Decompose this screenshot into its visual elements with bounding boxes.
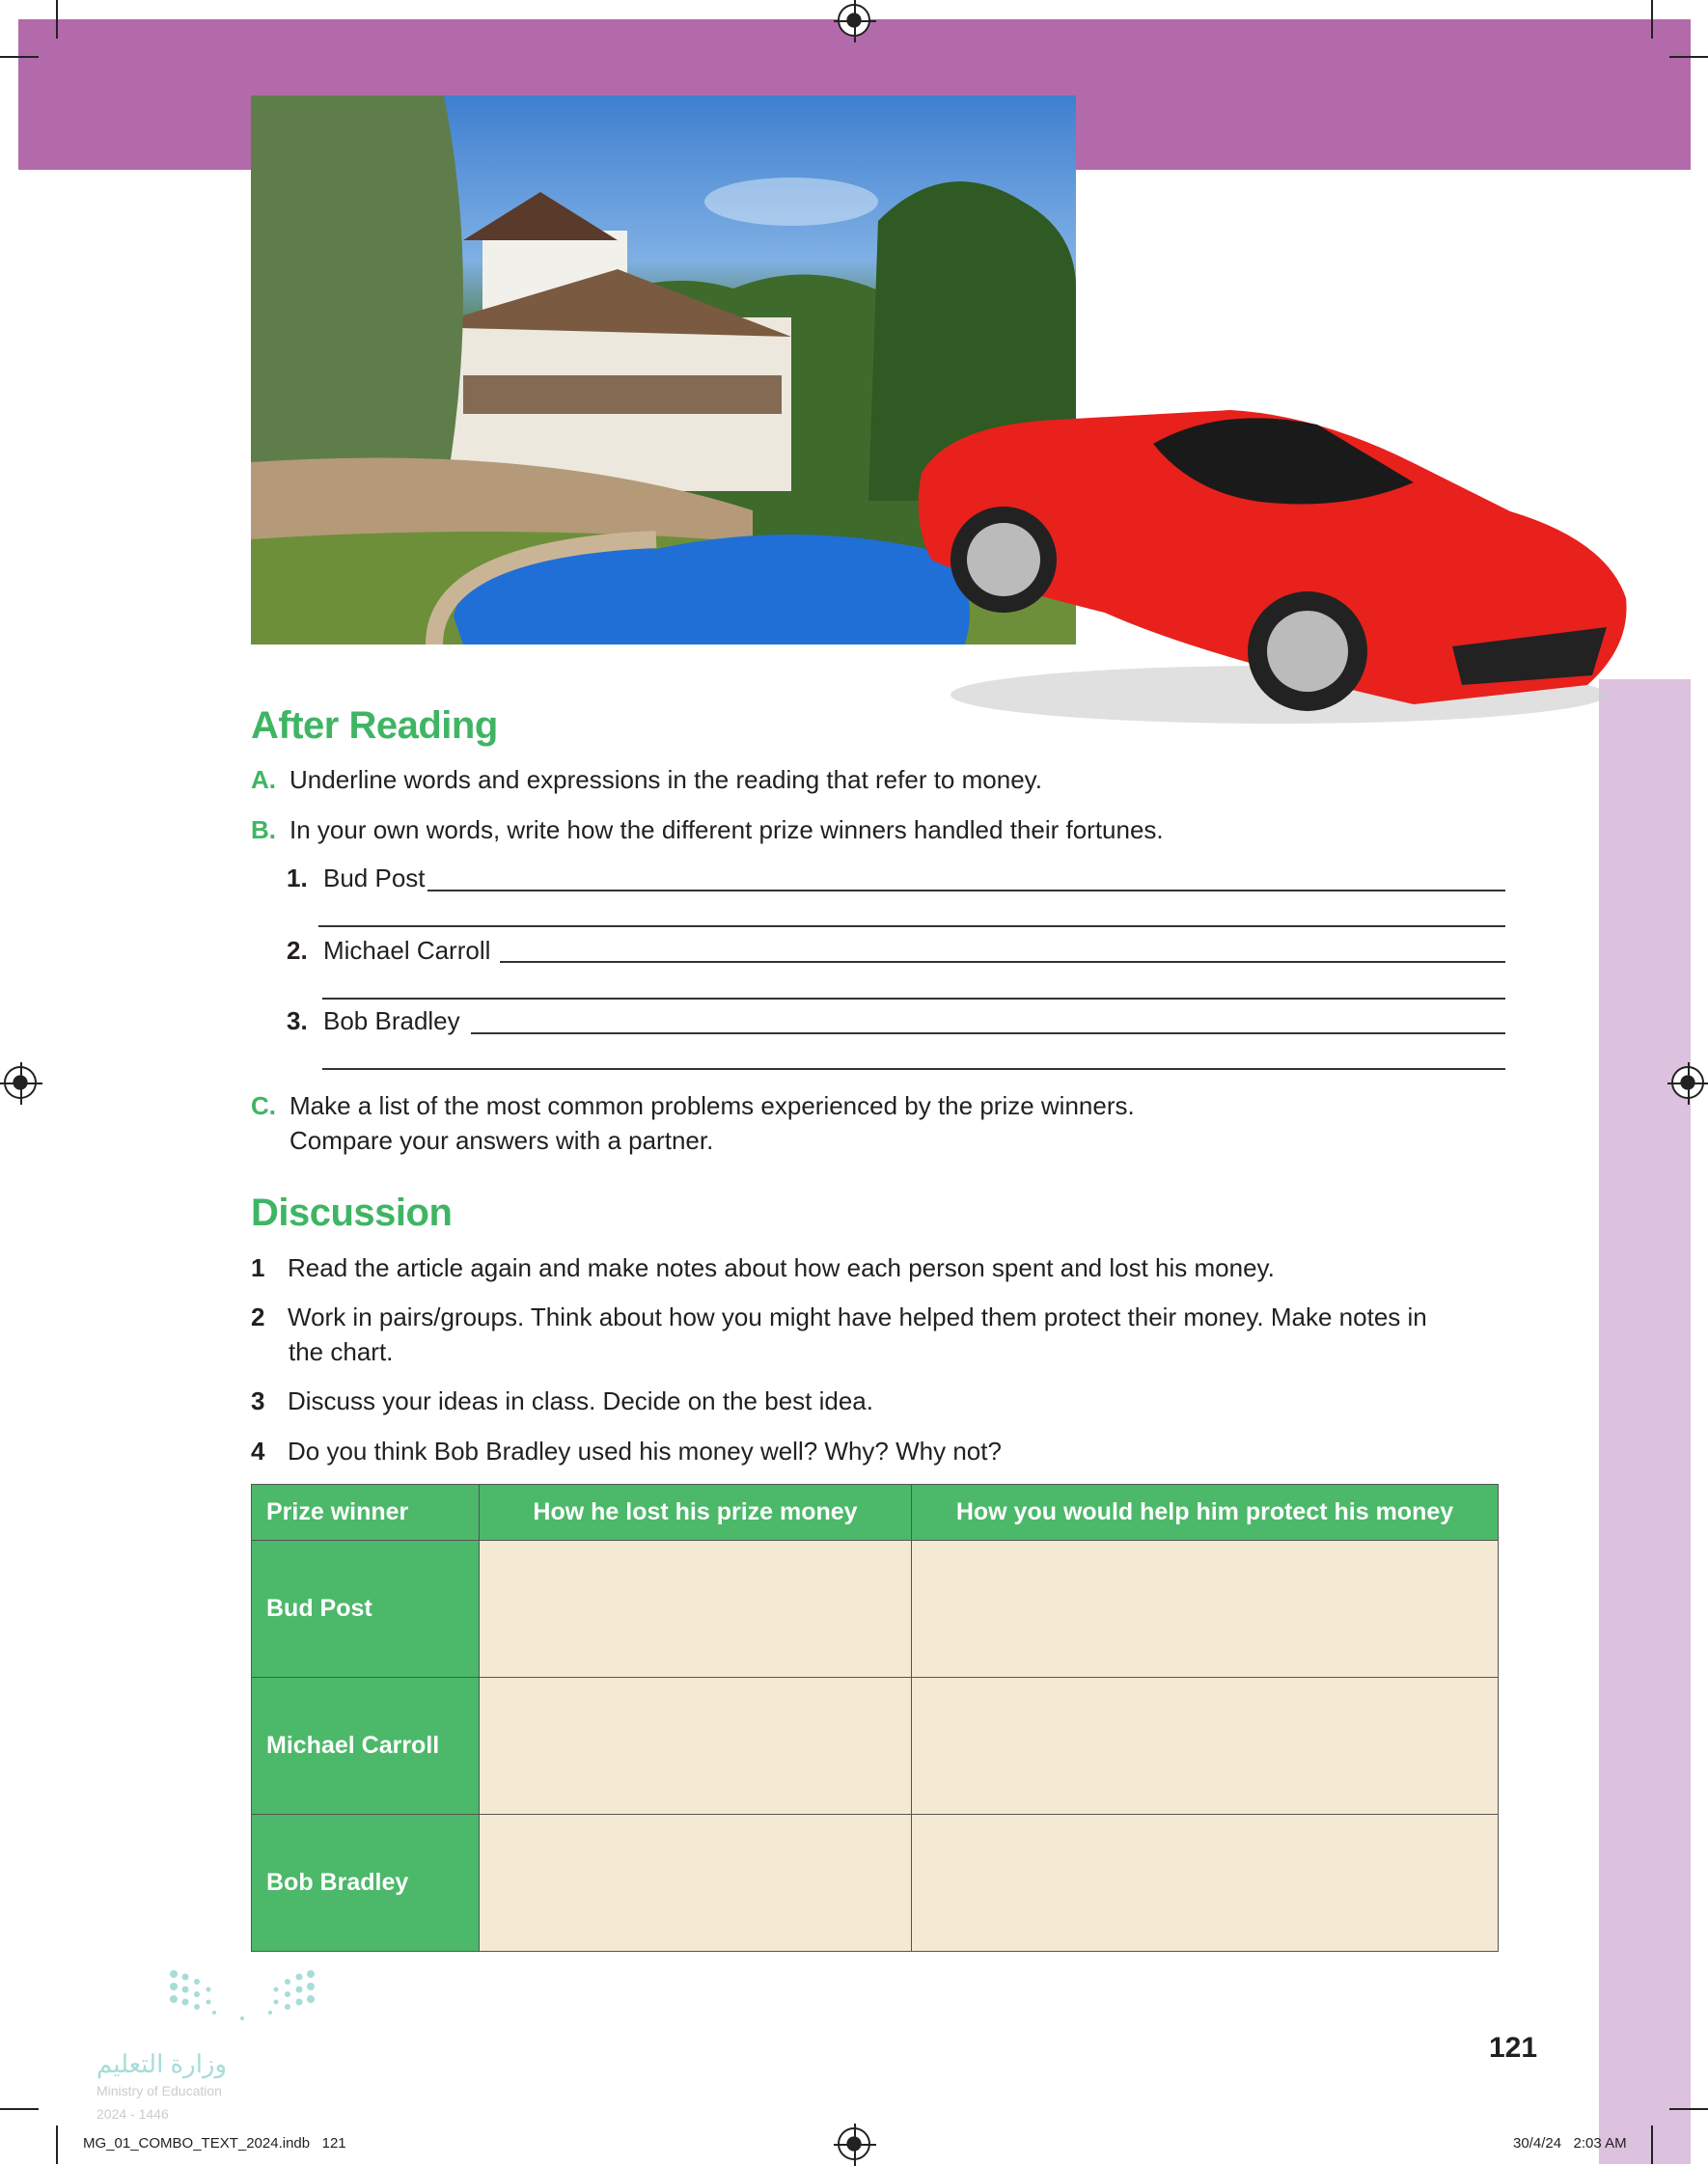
discussion-item-4 [251, 1437, 1002, 1466]
footer-date: 30/4/24 2:03 AM [1513, 2135, 1627, 2152]
table-row [252, 1815, 1499, 1952]
discussion-heading: Discussion [251, 1192, 453, 1234]
crop-mark [1669, 2108, 1708, 2110]
answer-line[interactable] [427, 890, 1505, 891]
item-name: Michael Carroll [323, 936, 491, 965]
answer-line[interactable] [471, 1032, 1505, 1034]
logo-dots-icon [166, 1968, 320, 2021]
answer-line[interactable] [500, 961, 1505, 963]
header-how-help: How you would help him protect his money [912, 1485, 1499, 1541]
item-number: 2 [251, 1302, 265, 1331]
item-number: 2. [287, 936, 308, 965]
instruction-c [251, 1091, 1135, 1120]
crop-mark [1669, 56, 1708, 58]
item-number: 3. [287, 1006, 308, 1035]
header-how-lost: How he lost his prize money [480, 1485, 912, 1541]
table-row [252, 1678, 1499, 1815]
crop-mark [1651, 0, 1653, 39]
red-sports-car-image [912, 405, 1636, 733]
item-name: Bud Post [323, 864, 426, 892]
item-text: Work in pairs/groups. Think about how you might have helped them protect their money. Make notes in [288, 1302, 1427, 1331]
crop-mark [56, 0, 58, 39]
row-name: Bob Bradley [252, 1815, 480, 1952]
instruction-c-text-2: Compare your answers with a partner. [289, 1126, 714, 1155]
side-strip [1599, 679, 1691, 2164]
footer-file-name: MG_01_COMBO_TEXT_2024.indb 121 [83, 2135, 346, 2152]
row-name: Bud Post [252, 1541, 480, 1678]
crop-mark [1651, 2125, 1653, 2164]
notes-cell[interactable] [480, 1678, 912, 1815]
header-prize-winner: Prize winner [252, 1485, 480, 1541]
row-name: Michael Carroll [252, 1678, 480, 1815]
answer-item-1 [287, 864, 426, 892]
instruction-a-text: Underline words and expressions in the reading that refer to money. [289, 765, 1042, 794]
answer-line[interactable] [322, 1068, 1505, 1070]
registration-mark-icon [838, 4, 870, 37]
item-number: 4 [251, 1437, 265, 1466]
discussion-item-2 [251, 1302, 1427, 1331]
item-name: Bob Bradley [323, 1006, 460, 1035]
crop-mark [0, 56, 39, 58]
answer-line[interactable] [322, 998, 1505, 1000]
label-a: A. [251, 765, 276, 794]
notes-cell[interactable] [912, 1678, 1499, 1815]
notes-cell[interactable] [912, 1815, 1499, 1952]
notes-cell[interactable] [912, 1541, 1499, 1678]
answer-item-2 [287, 936, 490, 965]
discussion-item-1 [251, 1253, 1275, 1282]
table-header-row [252, 1485, 1499, 1541]
label-b: B. [251, 815, 276, 844]
registration-mark-icon [1671, 1066, 1704, 1099]
answer-line[interactable] [318, 925, 1505, 927]
after-reading-heading: After Reading [251, 704, 498, 747]
notes-chart [251, 1484, 1499, 1952]
registration-mark-icon [838, 2127, 870, 2160]
instruction-a [251, 765, 1042, 794]
item-text: Do you think Bob Bradley used his money well? Why? Why not? [288, 1437, 1002, 1466]
instruction-c-text: Make a list of the most common problems experienced by the prize winners. [289, 1091, 1135, 1120]
logo-english-text: Ministry of Education [96, 2083, 222, 2098]
item-number: 3 [251, 1386, 265, 1415]
item-number: 1 [251, 1253, 265, 1282]
table-row [252, 1541, 1499, 1678]
crop-mark [0, 2108, 39, 2110]
registration-mark-icon [4, 1066, 37, 1099]
logo-arabic-text: وزارة التعليم [96, 2049, 228, 2078]
notes-cell[interactable] [480, 1815, 912, 1952]
logo-years-text: 2024 - 1446 [96, 2106, 169, 2122]
instruction-b-text: In your own words, write how the different prize winners handled their fortunes. [289, 815, 1164, 844]
item-text: Discuss your ideas in class. Decide on the best idea. [288, 1386, 873, 1415]
item-number: 1. [287, 864, 308, 892]
crop-mark [56, 2125, 58, 2164]
item-text-cont: the chart. [289, 1337, 394, 1366]
notes-cell[interactable] [480, 1541, 912, 1678]
item-text: Read the article again and make notes about how each person spent and lost his money. [288, 1253, 1275, 1282]
label-c: C. [251, 1091, 276, 1120]
discussion-item-3 [251, 1386, 873, 1415]
instruction-b [251, 815, 1164, 844]
page-number: 121 [1489, 2032, 1538, 2064]
answer-item-3 [287, 1006, 460, 1035]
ministry-logo [96, 1968, 328, 2122]
